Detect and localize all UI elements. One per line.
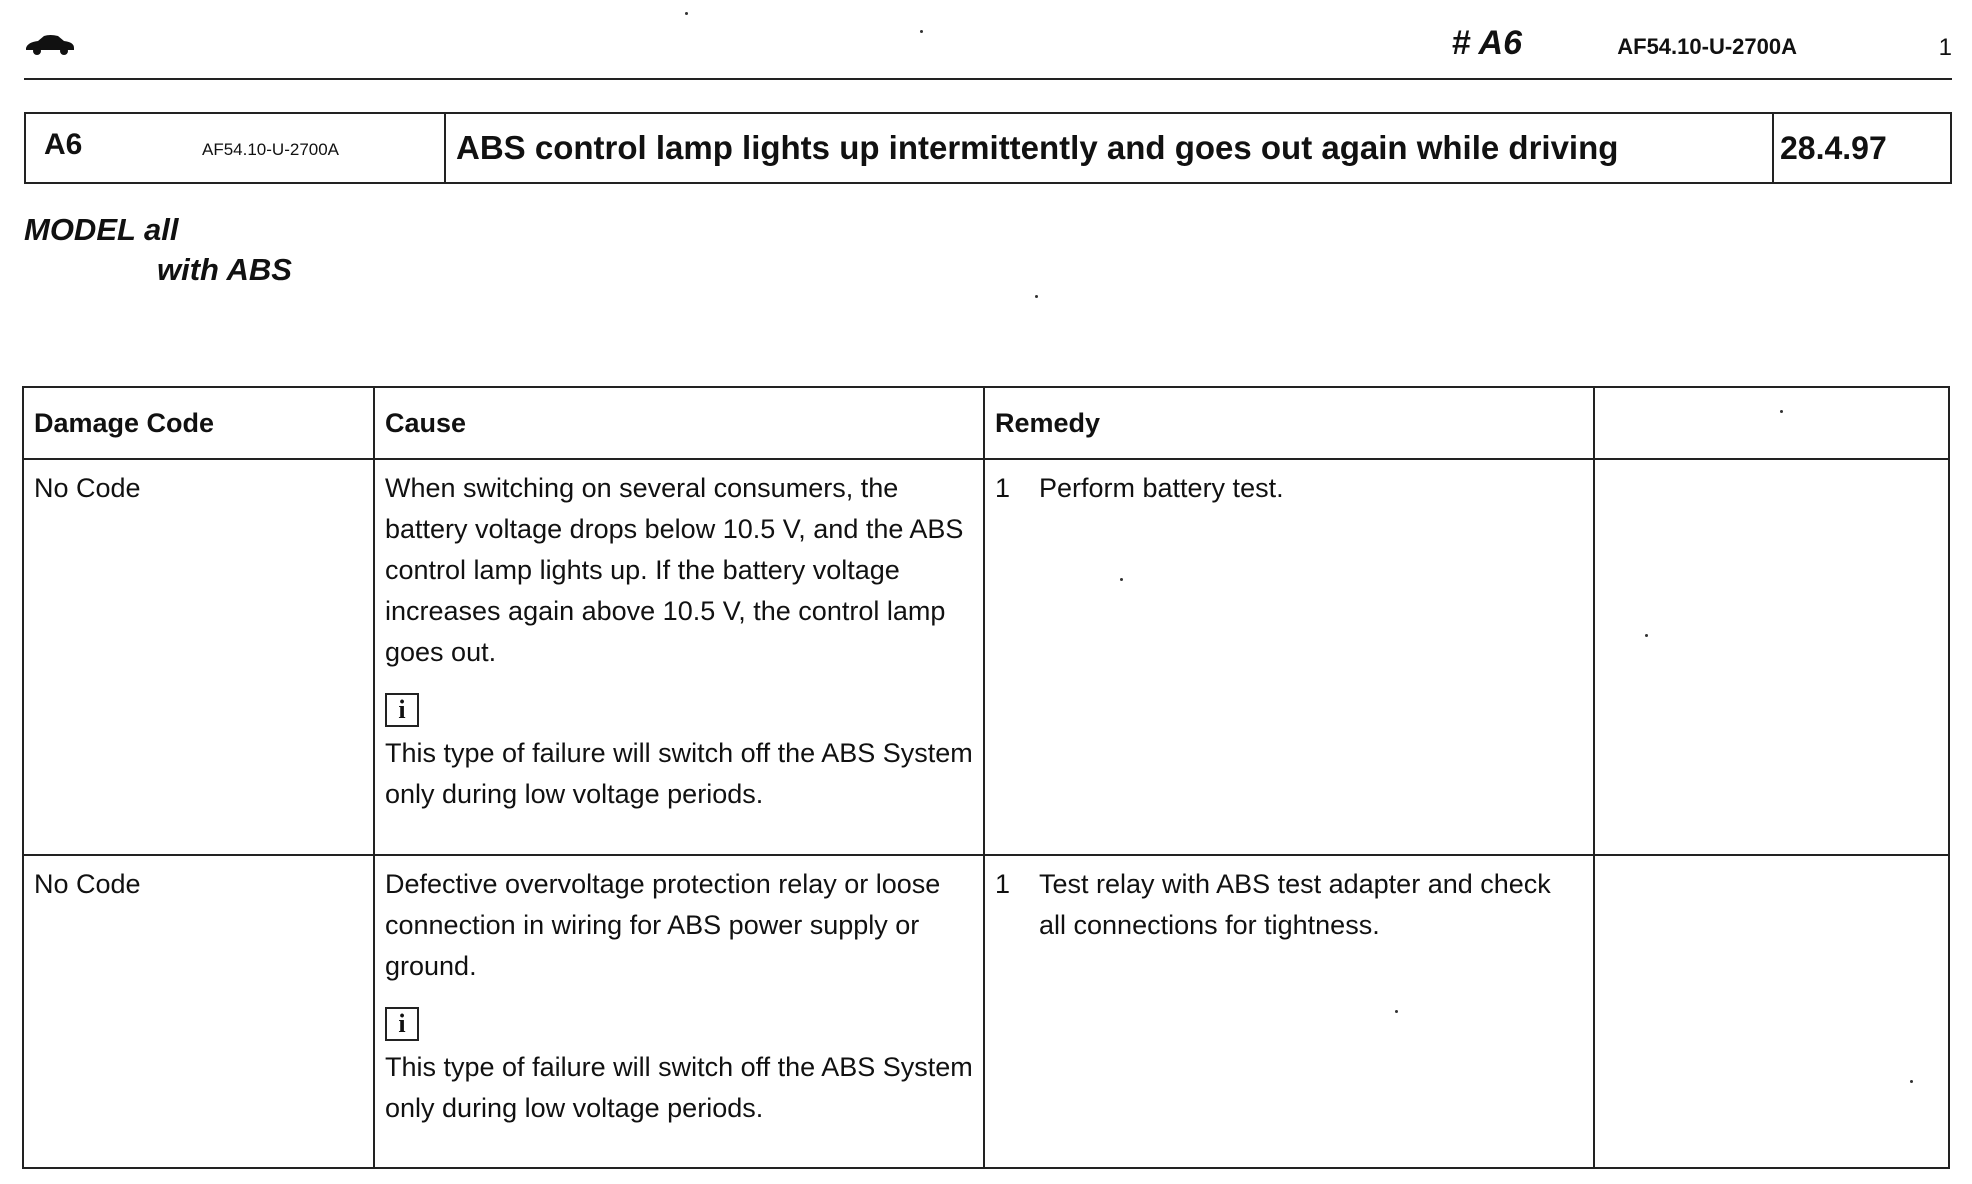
info-icon: i [385,693,419,727]
remedy-item [995,864,1583,946]
scan-speck [1035,295,1038,298]
scan-speck [1395,1010,1398,1013]
damage-code-cell: No Code [23,855,374,1168]
scan-speck [1910,1080,1913,1083]
remedy-number: 1 [995,473,1011,503]
table-row [23,855,1949,1168]
remedy-number: 1 [995,869,1011,899]
remedy-cell [984,855,1594,1168]
header-code: # A6 [1451,24,1522,62]
title-code-cell [26,114,446,182]
scan-speck [1780,410,1783,413]
blank-cell [1594,855,1949,1168]
page-number: 1 [1938,34,1952,61]
title-document-number: AF54.10-U-2700A [202,140,340,159]
remedy-cell [984,459,1594,855]
title-bar [24,112,1952,184]
cause-text: When switching on several consumers, the battery voltage drops below 10.5 V, and the ABS control lamp lights up. If the battery voltage increases again above 10.5 V, the control lamp goes out. [385,473,964,667]
scan-speck [920,30,923,33]
remedy-text: Perform battery test. [1039,473,1284,503]
header-remedy: Remedy [984,387,1594,459]
model-line-2: with ABS [157,252,292,287]
cause-text: Defective overvoltage protection relay or loose connection in wiring for ABS power supply or ground. [385,869,941,981]
document-title: ABS control lamp lights up intermittently and goes out again while driving [446,114,1774,182]
note-text: This type of failure will switch off the ABS System only during low voltage periods. [385,738,973,809]
header-damage-code: Damage Code [23,387,374,459]
info-icon: i [385,1007,419,1041]
blank-cell [1594,459,1949,855]
damage-code-cell: No Code [23,459,374,855]
page-header [24,22,1952,80]
diagnosis-table [22,386,1950,1169]
cause-cell [374,855,984,1168]
model-line-1: MODEL all [24,212,179,247]
table-header-row [23,387,1949,459]
note-text: This type of failure will switch off the ABS System only during low voltage periods. [385,1052,973,1123]
car-icon [24,32,76,56]
header-blank [1594,387,1949,459]
cause-cell [374,459,984,855]
scan-speck [1645,634,1648,637]
table-row [23,459,1949,855]
remedy-item [995,468,1583,509]
header-cause: Cause [374,387,984,459]
remedy-text: Test relay with ABS test adapter and check all connections for tightness. [1039,869,1551,940]
document-date: 28.4.97 [1780,129,1887,166]
model-block [24,210,292,290]
scan-speck [1120,578,1123,581]
header-document-number: AF54.10-U-2700A [1617,34,1797,59]
scan-speck [685,12,688,15]
title-code: A6 [44,128,83,161]
